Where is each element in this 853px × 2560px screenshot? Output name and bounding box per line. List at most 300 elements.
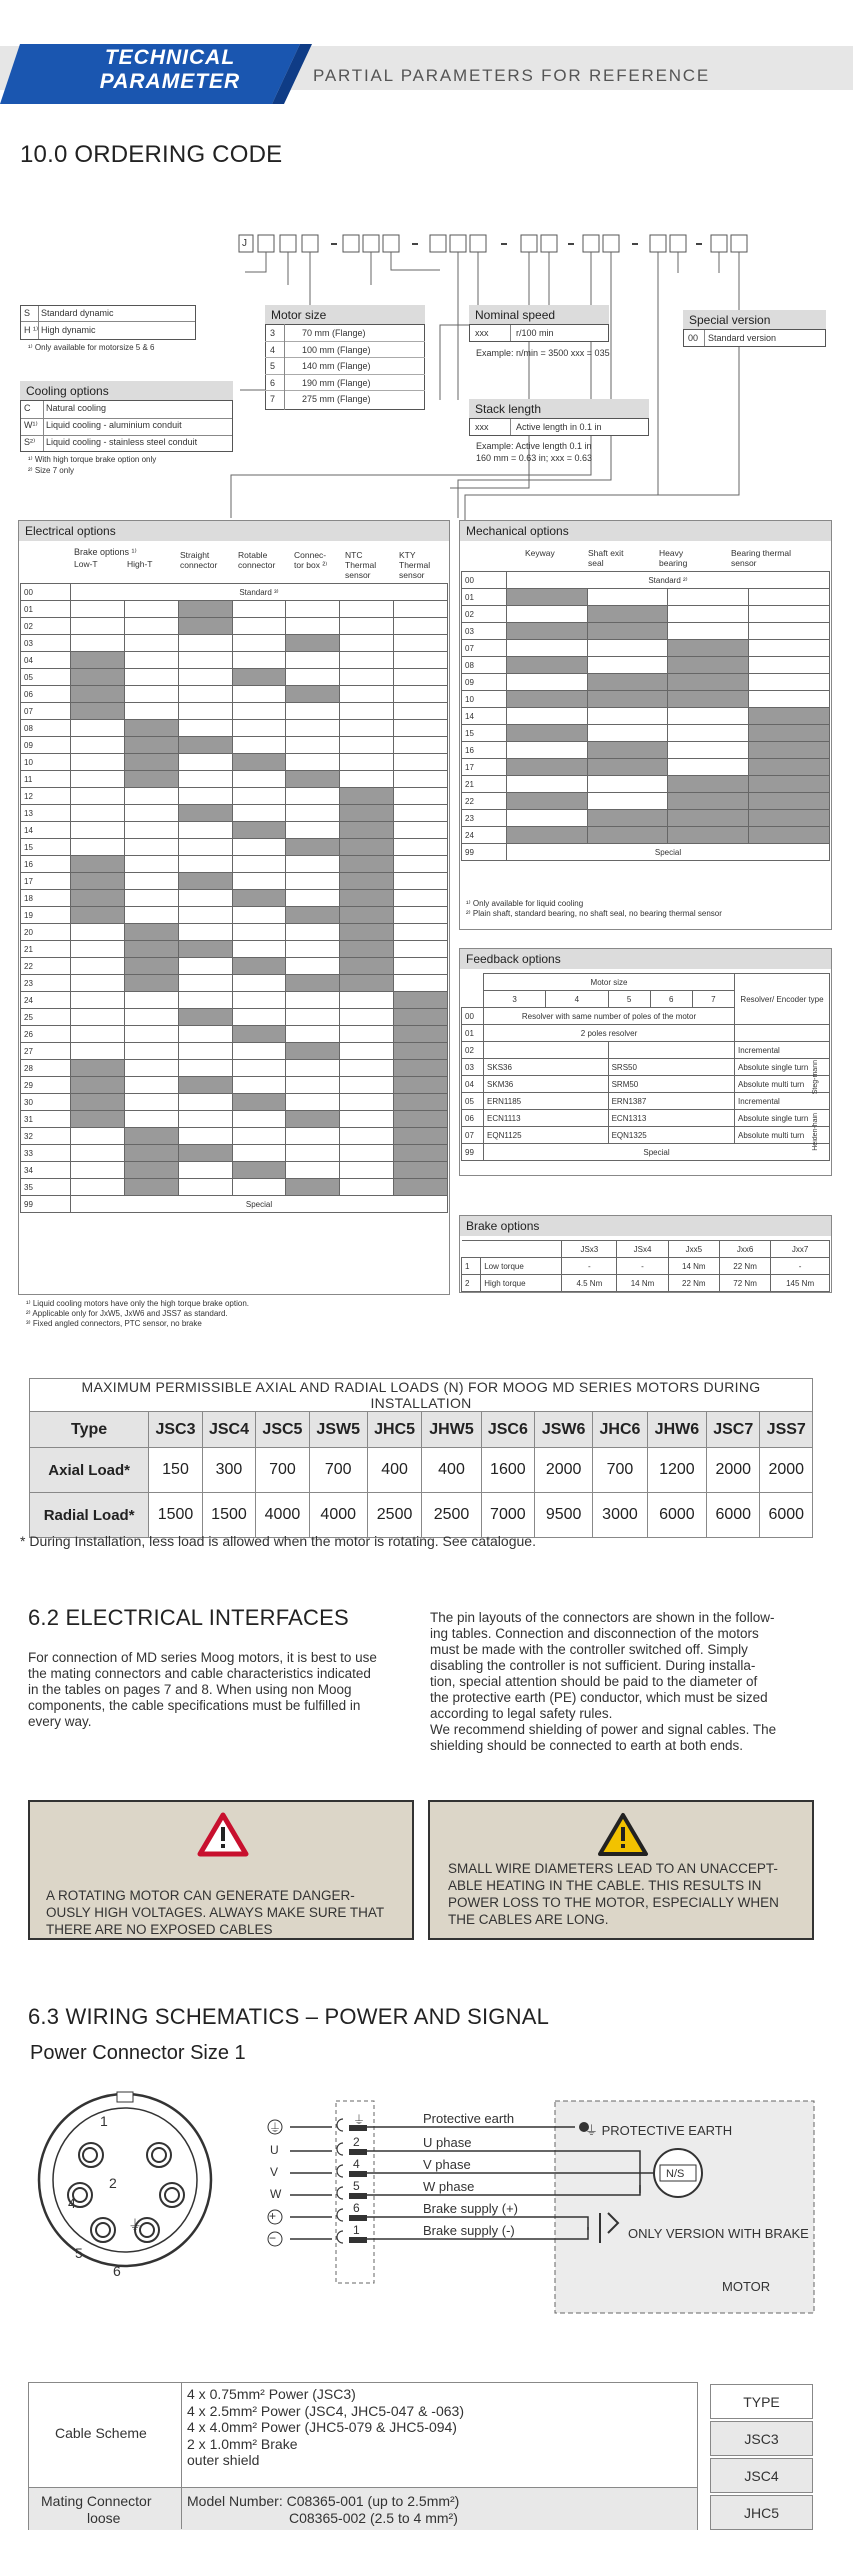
option-cell xyxy=(232,1111,286,1128)
row-code: 20 xyxy=(21,924,71,941)
table-row xyxy=(21,1026,448,1043)
motor-size-code: 6 xyxy=(270,377,276,388)
option-cell xyxy=(286,1179,340,1196)
option-cell xyxy=(394,839,448,856)
table-cell: 145 Nm xyxy=(771,1275,830,1292)
table-cell: - xyxy=(771,1258,830,1275)
option-cell xyxy=(232,941,286,958)
option-cell xyxy=(71,1026,125,1043)
row-code: 35 xyxy=(21,1179,71,1196)
option-cell xyxy=(232,1043,286,1060)
option-cell xyxy=(394,601,448,618)
table-row xyxy=(21,856,448,873)
divider xyxy=(265,341,425,342)
table-cell: 6000 xyxy=(647,1493,706,1538)
row-code: 16 xyxy=(21,856,71,873)
option-cell xyxy=(668,742,749,759)
table-row xyxy=(21,924,448,941)
row-code: 03 xyxy=(21,635,71,652)
row-code: 14 xyxy=(462,708,507,725)
option-cell xyxy=(340,822,394,839)
option-cell xyxy=(232,720,286,737)
option-cell xyxy=(340,839,394,856)
table-row xyxy=(462,1144,830,1161)
column-header: connector xyxy=(238,560,276,570)
option-cell xyxy=(178,924,232,941)
option-cell xyxy=(71,822,125,839)
option-cell xyxy=(340,1179,394,1196)
option-cell xyxy=(232,958,286,975)
option-cell xyxy=(286,907,340,924)
option-cell xyxy=(178,669,232,686)
option-cell xyxy=(286,601,340,618)
column-header: Rotable xyxy=(238,550,268,560)
option-cell xyxy=(71,703,125,720)
option-cell xyxy=(286,1145,340,1162)
option-cell xyxy=(178,601,232,618)
option-cell xyxy=(232,890,286,907)
warning-line: POWER LOSS TO THE MOTOR, ESPECIALLY WHEN xyxy=(448,1895,779,1910)
electrical-interfaces-right-text xyxy=(430,1610,776,1754)
cooling-code: W¹⁾ xyxy=(24,420,38,430)
option-cell xyxy=(71,1111,125,1128)
option-cell xyxy=(394,1162,448,1179)
stegmann-label: Steg-mann xyxy=(812,1060,819,1095)
table-cell: 01 xyxy=(462,1025,484,1042)
option-cell xyxy=(340,618,394,635)
option-cell xyxy=(124,822,178,839)
pin-number: 6 xyxy=(353,2201,360,2215)
divider xyxy=(284,324,285,410)
table-cell: ECN1313 xyxy=(608,1110,734,1127)
table-cell: Absolute multi turn xyxy=(735,1076,830,1093)
option-cell xyxy=(286,1111,340,1128)
special-version-title: Special version xyxy=(683,310,826,330)
option-cell xyxy=(232,1162,286,1179)
option-cell xyxy=(394,652,448,669)
table-cell: MAXIMUM PERMISSIBLE AXIAL AND RADIAL LOADS (N) FOR MOOG MD SERIES MOTORS DURING INSTALLATION xyxy=(30,1379,813,1412)
option-cell xyxy=(340,924,394,941)
table-cell: 2000 xyxy=(707,1448,760,1493)
row-code: 31 xyxy=(21,1111,71,1128)
paragraph-line: shielding should be connected to earth at both ends. xyxy=(430,1738,743,1753)
option-cell xyxy=(71,873,125,890)
table-row xyxy=(462,759,830,776)
warning-line: A ROTATING MOTOR CAN GENERATE DANGER- xyxy=(46,1888,355,1903)
option-cell xyxy=(71,1077,125,1094)
header-title: TECHNICAL PARAMETER xyxy=(99,46,241,93)
option-cell xyxy=(394,1060,448,1077)
table-row xyxy=(21,805,448,822)
table-cell xyxy=(608,1042,734,1059)
option-cell xyxy=(71,1060,125,1077)
wire-symbol: + xyxy=(269,2209,277,2223)
type-header: TYPE xyxy=(710,2384,813,2419)
option-cell xyxy=(749,759,830,776)
connector-pin-label: 4 xyxy=(68,2195,76,2211)
option-cell xyxy=(394,788,448,805)
option-cell xyxy=(749,810,830,827)
option-cell xyxy=(124,873,178,890)
table-cell: JSx4 xyxy=(617,1241,668,1258)
option-cell xyxy=(587,827,668,844)
option-cell xyxy=(232,686,286,703)
pe-label: ⏚ PROTECTIVE EARTH xyxy=(585,2123,733,2138)
option-cell xyxy=(394,941,448,958)
table-row xyxy=(462,589,830,606)
option-cell xyxy=(340,635,394,652)
option-cell xyxy=(124,737,178,754)
row-code: 99 xyxy=(462,844,507,861)
table-cell: Absolute single turn xyxy=(735,1059,830,1076)
table-row xyxy=(462,1258,830,1275)
table-row xyxy=(21,1111,448,1128)
table-row xyxy=(21,720,448,737)
option-cell xyxy=(749,589,830,606)
option-cell xyxy=(340,907,394,924)
wire-label: Protective earth xyxy=(423,2111,515,2126)
table-cell: ERN1185 xyxy=(484,1093,609,1110)
option-cell xyxy=(340,652,394,669)
table-cell: 05 xyxy=(462,1093,484,1110)
table-row xyxy=(462,657,830,674)
motor-size-value: 100 mm (Flange) xyxy=(302,344,371,355)
option-cell xyxy=(124,1009,178,1026)
row-code: 16 xyxy=(462,742,507,759)
option-cell xyxy=(178,1043,232,1060)
wire-label: W phase xyxy=(423,2179,475,2194)
motor-size-code: 4 xyxy=(270,344,276,355)
option-cell xyxy=(340,958,394,975)
table-cell: 03 xyxy=(462,1059,484,1076)
table-row xyxy=(21,992,448,1009)
row-code: 28 xyxy=(21,1060,71,1077)
row-code: 17 xyxy=(21,873,71,890)
table-cell: Axial Load* xyxy=(30,1448,149,1493)
option-cell xyxy=(394,1077,448,1094)
option-cell xyxy=(71,975,125,992)
option-cell xyxy=(71,992,125,1009)
option-cell xyxy=(394,635,448,652)
row-code: 14 xyxy=(21,822,71,839)
option-cell xyxy=(749,776,830,793)
table-cell: 400 xyxy=(422,1448,481,1493)
option-cell xyxy=(286,1094,340,1111)
option-cell xyxy=(340,754,394,771)
table-cell: 1200 xyxy=(647,1448,706,1493)
option-cell xyxy=(232,1060,286,1077)
option-cell xyxy=(124,601,178,618)
motor-size-value: 140 mm (Flange) xyxy=(302,361,371,371)
table-row xyxy=(21,975,448,992)
option-cell xyxy=(668,827,749,844)
option-cell xyxy=(124,618,178,635)
table-cell: 1600 xyxy=(481,1448,534,1493)
option-cell xyxy=(124,856,178,873)
option-cell xyxy=(232,1077,286,1094)
option-cell xyxy=(668,691,749,708)
table-row xyxy=(21,1196,448,1213)
column-header: High-T xyxy=(127,559,153,569)
option-cell xyxy=(232,873,286,890)
option-cell xyxy=(394,805,448,822)
ordering-diagram xyxy=(0,225,853,535)
option-cell xyxy=(394,720,448,737)
option-cell xyxy=(71,924,125,941)
divider xyxy=(265,357,425,358)
table-row xyxy=(21,1145,448,1162)
paragraph-line: For connection of MD series Moog motors, it is best to use xyxy=(28,1650,377,1665)
option-cell xyxy=(286,1162,340,1179)
table-cell: 4.5 Nm xyxy=(562,1275,617,1292)
option-cell xyxy=(178,754,232,771)
table-row xyxy=(462,674,830,691)
row-code: 15 xyxy=(21,839,71,856)
table-cell: 150 xyxy=(149,1448,202,1493)
option-cell xyxy=(178,788,232,805)
table-row xyxy=(462,1127,830,1144)
table-row xyxy=(21,1128,448,1145)
table-cell: 300 xyxy=(202,1448,255,1493)
option-cell xyxy=(507,810,588,827)
option-cell xyxy=(394,856,448,873)
option-cell xyxy=(286,737,340,754)
table-cell: 00 xyxy=(462,1008,484,1025)
table-row xyxy=(462,1241,830,1258)
table-row xyxy=(462,1275,830,1292)
option-cell xyxy=(587,776,668,793)
table-cell: JHW6 xyxy=(647,1412,706,1448)
code-first-letter: J xyxy=(242,238,247,249)
option-cell xyxy=(124,720,178,737)
connector-pin-label: 2 xyxy=(109,2175,117,2191)
table-cell: 7000 xyxy=(481,1493,534,1538)
table-row xyxy=(30,1379,813,1412)
table-cell: 1 xyxy=(462,1258,481,1275)
option-cell xyxy=(507,725,588,742)
option-cell xyxy=(71,1162,125,1179)
table-cell: 5 xyxy=(608,991,650,1008)
table-cell: 4 xyxy=(546,991,608,1008)
wiring-subtitle: Power Connector Size 1 xyxy=(30,2042,246,2064)
option-cell xyxy=(749,708,830,725)
table-cell: EQN1125 xyxy=(484,1127,609,1144)
option-cell xyxy=(507,708,588,725)
cable-line: 4 x 0.75mm² Power (JSC3) xyxy=(187,2386,356,2402)
option-cell xyxy=(232,1145,286,1162)
pin-number: 1 xyxy=(353,2223,360,2237)
option-cell xyxy=(232,771,286,788)
table-cell: 700 xyxy=(593,1448,648,1493)
option-cell xyxy=(394,754,448,771)
table-row xyxy=(21,618,448,635)
option-cell xyxy=(340,601,394,618)
table-cell: JSW5 xyxy=(309,1412,367,1448)
option-cell xyxy=(587,606,668,623)
table-cell: Incremental xyxy=(735,1042,830,1059)
option-cell xyxy=(178,941,232,958)
paragraph-line: the mating connectors and cable characteristics indicated xyxy=(28,1666,371,1681)
table-cell: 6000 xyxy=(707,1493,760,1538)
table-cell xyxy=(462,1241,562,1258)
table-cell: SKM36 xyxy=(484,1076,609,1093)
paragraph-line: in the tables on pages 7 and 8. When using non Moog xyxy=(28,1682,352,1697)
option-cell xyxy=(507,742,588,759)
option-cell xyxy=(286,1060,340,1077)
motor-size-value: 190 mm (Flange) xyxy=(302,377,371,388)
option-cell xyxy=(340,1077,394,1094)
option-cell xyxy=(668,657,749,674)
option-cell xyxy=(286,856,340,873)
motor-size-code: 3 xyxy=(270,328,276,338)
table-cell: Type xyxy=(30,1412,149,1448)
row-code: 21 xyxy=(462,776,507,793)
paragraph-line: ing tables. Connection and disconnection of the motors xyxy=(430,1626,759,1641)
row-code: 15 xyxy=(462,725,507,742)
table-cell: 6 xyxy=(650,991,692,1008)
option-cell xyxy=(124,958,178,975)
option-cell xyxy=(178,686,232,703)
option-cell xyxy=(71,1009,125,1026)
option-cell xyxy=(587,725,668,742)
row-code: 06 xyxy=(21,686,71,703)
row-code: 23 xyxy=(21,975,71,992)
table-cell xyxy=(735,1025,830,1042)
option-cell xyxy=(124,703,178,720)
table-cell: JHC6 xyxy=(593,1412,648,1448)
warning-line: OUSLY HIGH VOLTAGES. ALWAYS MAKE SURE THAT xyxy=(46,1905,385,1920)
option-cell xyxy=(587,708,668,725)
table-cell: Low torque xyxy=(481,1258,562,1275)
option-cell xyxy=(286,805,340,822)
option-cell xyxy=(340,1026,394,1043)
pin-number: ⏚ xyxy=(353,2113,366,2127)
option-cell xyxy=(232,669,286,686)
option-cell xyxy=(286,1077,340,1094)
table-row xyxy=(21,1043,448,1060)
header-subtitle: PARTIAL PARAMETERS FOR REFERENCE xyxy=(313,66,711,85)
paragraph-line: components, the cable specifications must be fulfilled in xyxy=(28,1698,361,1713)
option-cell xyxy=(124,941,178,958)
table-cell: JSC3 xyxy=(149,1412,202,1448)
motor-size-code: 7 xyxy=(270,394,276,404)
table-row xyxy=(21,703,448,720)
option-cell xyxy=(394,1009,448,1026)
table-cell: SRM50 xyxy=(608,1076,734,1093)
option-cell xyxy=(668,776,749,793)
column-header: bearing xyxy=(659,558,688,568)
table-cell: 3 xyxy=(484,991,546,1008)
option-cell xyxy=(232,907,286,924)
type-cell: JSC4 xyxy=(710,2458,813,2493)
table-row xyxy=(462,1025,830,1042)
option-cell xyxy=(124,907,178,924)
option-cell xyxy=(286,924,340,941)
option-cell xyxy=(340,941,394,958)
row-code: 99 xyxy=(21,1196,71,1213)
table-cell: 700 xyxy=(309,1448,367,1493)
cooling-value: Liquid cooling - aluminium conduit xyxy=(46,420,182,430)
table-cell: 14 Nm xyxy=(668,1258,719,1275)
option-cell xyxy=(340,805,394,822)
option-cell xyxy=(232,1179,286,1196)
row-code: 17 xyxy=(462,759,507,776)
row-code: 01 xyxy=(462,589,507,606)
row-code: 02 xyxy=(21,618,71,635)
option-cell xyxy=(340,1145,394,1162)
table-cell xyxy=(484,1042,609,1059)
option-cell xyxy=(749,640,830,657)
electrical-options-title: Electrical options xyxy=(19,521,449,541)
column-header: tor box ²⁾ xyxy=(294,560,328,570)
row-code: 18 xyxy=(21,890,71,907)
row-code: 07 xyxy=(21,703,71,720)
option-cell xyxy=(232,618,286,635)
table-cell: 14 Nm xyxy=(617,1275,668,1292)
option-cell xyxy=(507,640,588,657)
table-cell: EQN1325 xyxy=(608,1127,734,1144)
option-cell xyxy=(178,1162,232,1179)
table-row xyxy=(462,606,830,623)
option-cell xyxy=(340,1009,394,1026)
table-cell: JSC5 xyxy=(256,1412,309,1448)
option-cell xyxy=(178,1077,232,1094)
table-cell: Jxx7 xyxy=(771,1241,830,1258)
row-code: 22 xyxy=(21,958,71,975)
pin-number: 4 xyxy=(353,2157,360,2171)
electrical-interfaces-left-text xyxy=(28,1650,377,1730)
option-cell xyxy=(340,1060,394,1077)
table-row xyxy=(462,708,830,725)
option-cell xyxy=(71,601,125,618)
cable-line: 2 x 1.0mm² Brake xyxy=(187,2435,298,2452)
cable-line: 4 x 4.0mm² Power (JHC5-079 & JHC5-094) xyxy=(187,2419,457,2435)
row-code: 13 xyxy=(21,805,71,822)
table-row xyxy=(21,584,448,601)
connector-pin-label: ⏚ xyxy=(128,2217,142,2233)
option-cell xyxy=(124,1060,178,1077)
option-cell xyxy=(71,686,125,703)
table-cell: - xyxy=(562,1258,617,1275)
option-cell xyxy=(124,635,178,652)
table-cell: Radial Load* xyxy=(30,1493,149,1538)
motor-label: MOTOR xyxy=(722,2279,771,2294)
option-cell xyxy=(507,606,588,623)
option-cell xyxy=(340,992,394,1009)
option-cell xyxy=(124,1026,178,1043)
table-row xyxy=(30,1448,813,1493)
option-cell xyxy=(232,788,286,805)
option-cell xyxy=(587,623,668,640)
table-row xyxy=(462,1110,830,1127)
warning-icon xyxy=(597,1811,649,1857)
column-header: connector xyxy=(180,560,218,570)
table-cell: 06 xyxy=(462,1110,484,1127)
option-cell xyxy=(340,737,394,754)
warning-line: THE CABLES ARE LONG. xyxy=(448,1912,609,1927)
option-cell xyxy=(749,793,830,810)
table-cell: JSS7 xyxy=(760,1412,813,1448)
paragraph-line: tion, special attention should be paid to the diameter of xyxy=(430,1674,758,1689)
mechanical-options-table xyxy=(461,571,830,861)
option-cell xyxy=(71,669,125,686)
option-cell xyxy=(232,635,286,652)
table-row xyxy=(462,1093,830,1110)
option-cell xyxy=(286,1009,340,1026)
table-row xyxy=(21,822,448,839)
row-code: 09 xyxy=(21,737,71,754)
table-cell: 99 xyxy=(462,1144,484,1161)
